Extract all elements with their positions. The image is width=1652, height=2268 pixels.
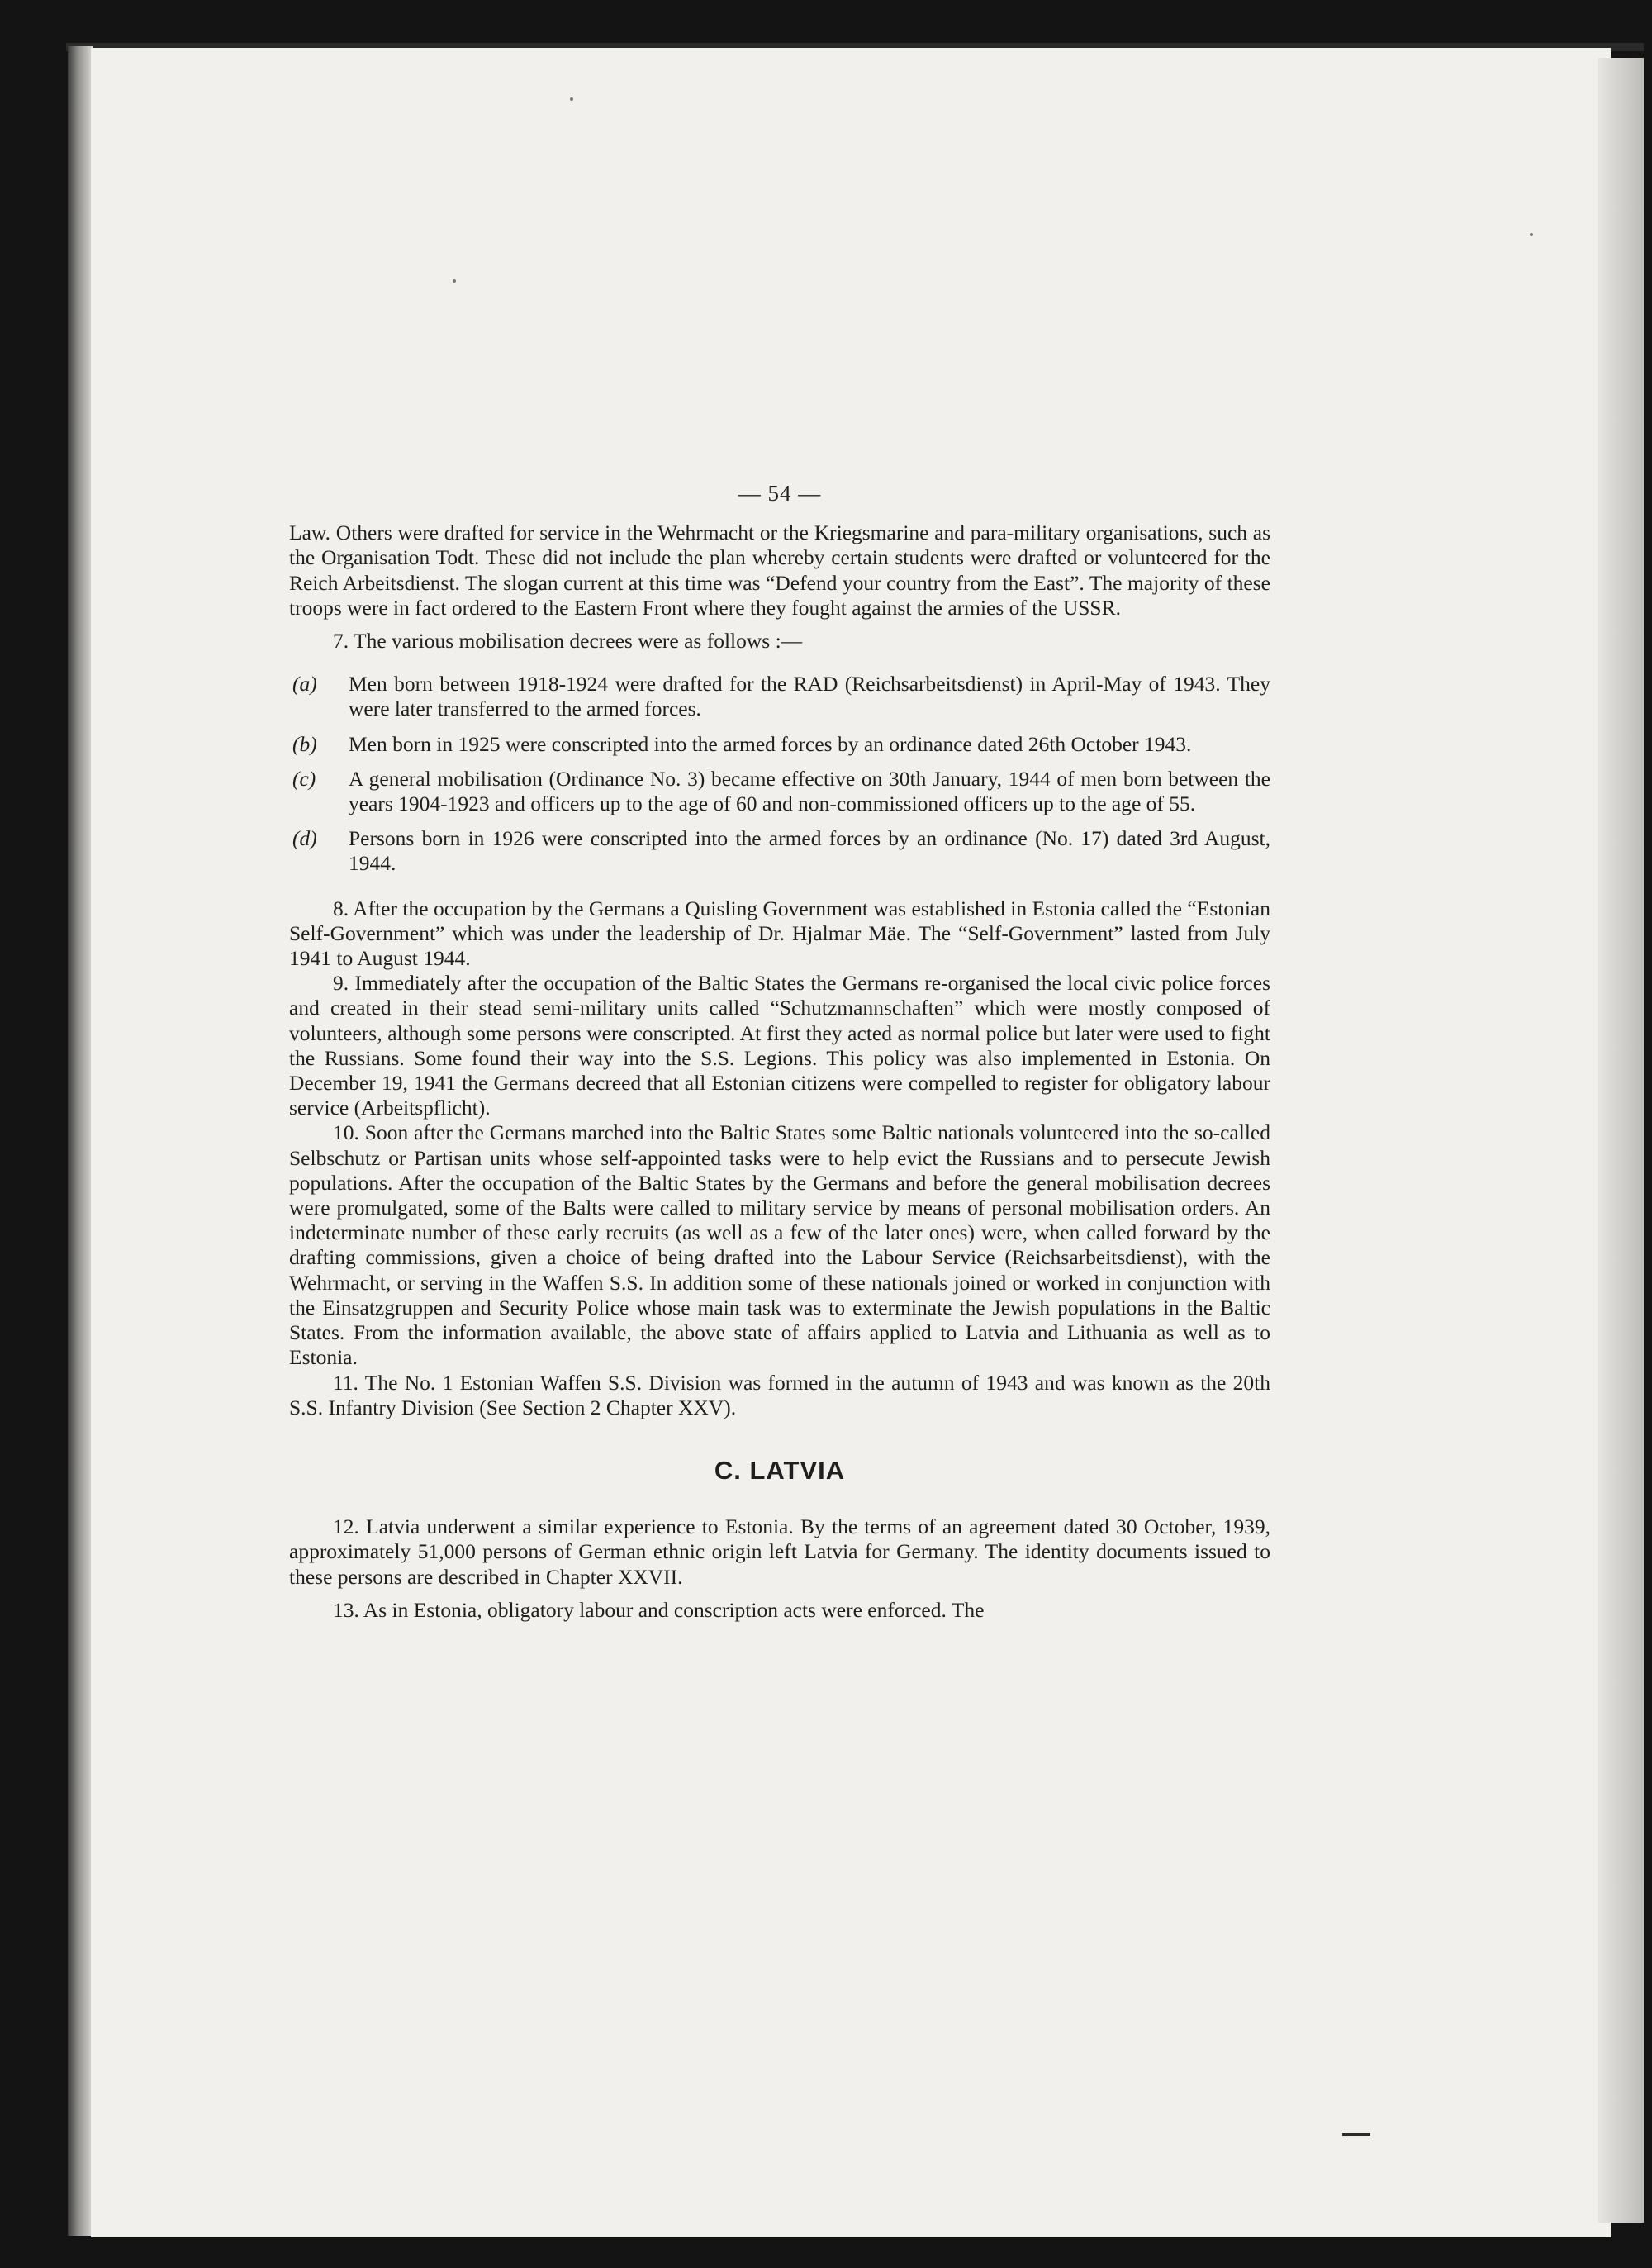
paragraph-8: 8. After the occupation by the Germans a Quisling Government was established in Estonia called the “Estonian Self-Government” which was under the leadership of Dr. Hjalmar Mäe. The “Self-Government” lasted from July 1941 to August 1944.	[289, 896, 1270, 971]
paragraph-13: 13. As in Estonia, obligatory labour and conscription acts were enforced. The	[333, 1597, 985, 1622]
stray-mark	[1530, 233, 1533, 236]
list-item-text: A general mobilisation (Ordinance No. 3) became effective on 30th January, 1944 of men born between the years 1904-1923 and officers up to the age of 60 and non-commissioned officers up to the age of 55.	[349, 766, 1270, 816]
list-item-text: Men born in 1925 were conscripted into the armed forces by an ordinance dated 26th October 1943.	[349, 731, 1192, 756]
bottom-dash-mark	[1342, 2133, 1370, 2136]
list-item-label: (b)	[292, 731, 317, 756]
list-item-label: (d)	[292, 826, 317, 851]
paragraph-law: Law. Others were drafted for service in the Wehrmacht or the Kriegsmarine and para-military organisations, such as the Organisation Todt. These did not include the plan whereby certain students were drafted or volunteered for the Reich Arbeitsdienst. The slogan current at this time was “Defend your country from the East”. The majority of these troops were in fact ordered to the Eastern Front where they fought against the armies of the USSR.	[289, 521, 1270, 620]
stray-mark	[570, 97, 573, 101]
list-item	[289, 732, 1270, 757]
list-item-label: (c)	[292, 766, 316, 791]
paragraph-12: 12. Latvia underwent a similar experience to Estonia. By the terms of an agreement dated 30 October, 1939, approximately 51,000 persons of German ethnic origin left Latvia for Germany. The identity documents issued to these persons are described in Chapter XXVII.	[289, 1514, 1270, 1589]
list-item-text: Persons born in 1926 were conscripted into the armed forces by an ordinance (No. 17) dated 3rd August, 1944.	[349, 826, 1270, 876]
page-gutter	[68, 46, 93, 2236]
list-item	[289, 672, 1270, 721]
page-number: — 54 —	[738, 481, 822, 506]
list-item-text: Men born between 1918-1924 were drafted for the RAD (Reichsarbeitsdienst) in April-May of 1943. They were later transferred to the armed forces.	[349, 672, 1270, 721]
list-item	[289, 826, 1270, 876]
paragraph-11: 11. The No. 1 Estonian Waffen S.S. Division was formed in the autumn of 1943 and was known as the 20th S.S. Infantry Division (See Section 2 Chapter XXV).	[289, 1370, 1270, 1419]
page-right-edge	[1598, 58, 1644, 2223]
paragraph-7: 7. The various mobilisation decrees were as follows :—	[333, 629, 803, 654]
list-item	[289, 767, 1270, 816]
paragraph-9: 9. Immediately after the occupation of the Baltic States the Germans re-organised the local civic police forces and created in their stead semi-military units called “Schutzmannschaften” which were mostly composed of volunteers, although some persons were conscripted. At first they acted as normal police but later were used to fight the Russians. Some found their way into the S.S. Legions. This policy was also implemented in Estonia. On December 19, 1941 the Germans decreed that all Estonian citizens were compelled to register for obligatory labour service (Arbeitspflicht).	[289, 971, 1270, 1120]
list-item-label: (a)	[292, 672, 317, 697]
paragraph-10: 10. Soon after the Germans marched into the Baltic States some Baltic nationals volunteered into the so-called Selbschutz or Partisan units whose self-appointed tasks were to help evict the Russians and to persecute Jewish populations. After the occupation of the Baltic States by the Germans and before the general mobilisation decrees were promulgated, some of the Balts were called to military service by means of personal mobilisation orders. An indeterminate number of these early recruits (as well as a few of the later ones) were, when called forward by the drafting commissions, given a choice of being drafted into the Labour Service (Reichsarbeitsdienst), with the Wehrmacht, or serving in the Waffen S.S. In addition some of these nationals joined or worked in conjunction with the Einsatzgruppen and Security Police whose main task was to exterminate the Jewish populations in the Baltic States. From the information available, the above state of affairs applied to Latvia and Lithuania as well as to Estonia.	[289, 1120, 1270, 1370]
stray-mark	[453, 279, 456, 283]
section-heading: C. LATVIA	[714, 1455, 846, 1485]
document-body	[289, 481, 1270, 1623]
